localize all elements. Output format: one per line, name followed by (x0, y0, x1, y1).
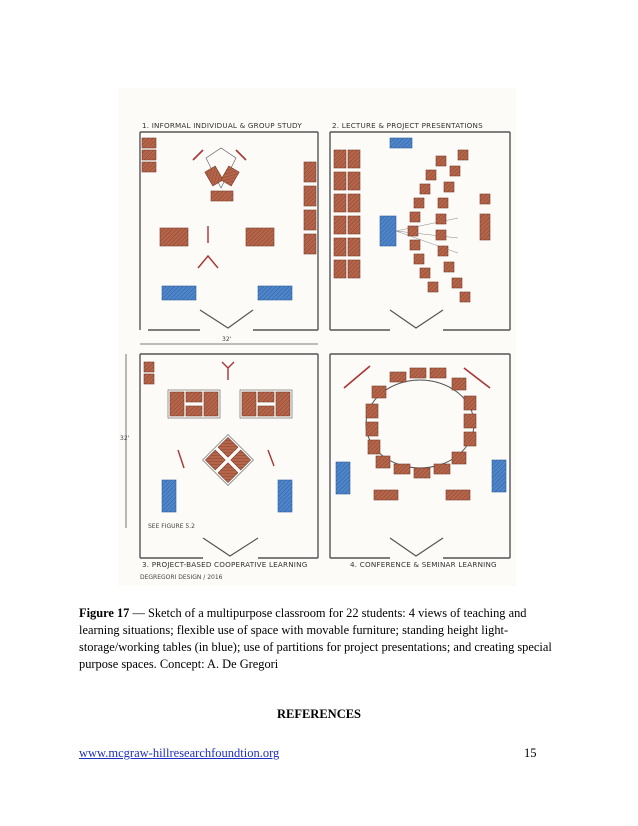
quadrant-1-label: 1. INFORMAL INDIVIDUAL & GROUP STUDY (142, 121, 302, 130)
designer-signature: DEGREGORI DESIGN / 2016 (140, 574, 223, 581)
page-number: 15 (524, 746, 537, 760)
footer-website-link[interactable]: www.mcgraw-hillresearchfoundtion.org (79, 746, 280, 760)
classroom-sketch-figure (118, 88, 516, 586)
quadrant-3-label: 3. PROJECT-BASED COOPERATIVE LEARNING (142, 560, 308, 569)
quadrant-2-label: 2. LECTURE & PROJECT PRESENTATIONS (332, 121, 483, 130)
see-figure-note: SEE FIGURE 5.2 (148, 523, 195, 530)
dimension-horizontal-label: 32' (222, 336, 232, 343)
dimension-vertical-label: 32' (120, 435, 130, 442)
quadrant-4-label: 4. CONFERENCE & SEMINAR LEARNING (350, 560, 497, 569)
figure-caption-text: — Sketch of a multipurpose classroom for 22 students: 4 views of teaching and learning situations; flexible use of space with movable furniture; standing height light-storage/working tables (in blue); use of partitions for project presentations; and creating special purpose spaces. Concept: A. De Gregori (79, 606, 552, 671)
figure-caption (79, 605, 559, 673)
references-heading: REFERENCES (276, 707, 362, 721)
figure-caption-label: Figure 17 (79, 606, 130, 620)
